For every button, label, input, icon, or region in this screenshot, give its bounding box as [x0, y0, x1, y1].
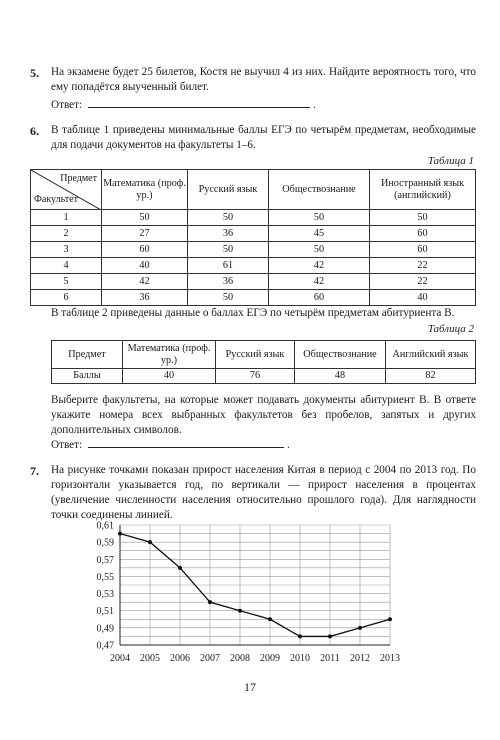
table1-header: Математика (проф. ур.) — [102, 170, 188, 210]
x-tick-label: 2009 — [260, 653, 280, 664]
table2-cell: 82 — [386, 369, 476, 384]
table1-corner — [31, 170, 102, 210]
x-tick-label: 2008 — [230, 653, 250, 664]
table2-cell: 48 — [295, 369, 386, 384]
x-tick-label: 2010 — [290, 653, 310, 664]
table-row — [52, 369, 476, 384]
x-tick-label: 2004 — [110, 653, 130, 664]
table2 — [51, 340, 476, 384]
table1-cell: 40 — [102, 258, 188, 274]
y-tick-label: 0,55 — [96, 571, 114, 583]
table-row — [31, 258, 476, 274]
table1-cell: 61 — [188, 258, 269, 274]
table2-header: Английский язык — [386, 341, 476, 369]
data-point — [178, 566, 182, 570]
task5-answer-field[interactable] — [88, 96, 310, 108]
table1-cell: 6 — [31, 290, 102, 306]
table-row — [31, 226, 476, 242]
table-row — [31, 290, 476, 306]
table2-cell: 40 — [123, 369, 216, 384]
table1-cell: 50 — [269, 210, 370, 226]
table-row — [31, 274, 476, 290]
page-number: 17 — [244, 680, 256, 694]
x-tick-label: 2007 — [200, 653, 220, 664]
table2-cell: Баллы — [52, 369, 123, 384]
table2-header: Математика (проф. ур.) — [123, 341, 216, 369]
data-point — [268, 617, 272, 621]
table1-cell: 50 — [370, 210, 476, 226]
task5-number: 5. — [30, 66, 39, 80]
table-row — [31, 210, 476, 226]
table2-header: Русский язык — [216, 341, 295, 369]
table1-cell: 50 — [188, 210, 269, 226]
table1-cell: 60 — [370, 226, 476, 242]
table1-cell: 5 — [31, 274, 102, 290]
table1-cell: 42 — [269, 274, 370, 290]
y-tick-label: 0,47 — [96, 640, 114, 652]
table1-cell: 22 — [370, 258, 476, 274]
task7-text: На рисунке точками показан прирост населения Китая в период с 2004 по 2013 год. По горизонтали указывается год, по вертикали — прирост населения в процентах (увеличение численности населения относительно прошлого года). Для наглядности точки соединены линией. — [51, 464, 476, 521]
task5-text: На экзамене будет 25 билетов, Костя не выучил 4 из них. Найдите вероятность того, что ему попадётся выученный билет. — [51, 66, 476, 93]
y-tick-label: 0,53 — [96, 589, 114, 601]
table1-cell: 36 — [188, 274, 269, 290]
table1-corner-subject: Предмет — [60, 173, 97, 184]
table1-cell: 45 — [269, 226, 370, 242]
table1-cell: 50 — [102, 210, 188, 226]
task6-answer: Ответ: . — [51, 436, 476, 453]
table1-cell: 60 — [370, 242, 476, 258]
task6-text2: В таблице 2 приведены данные о баллах ЕГЭ по четырём предметам абитуриента В. — [51, 307, 455, 319]
table1-cell: 36 — [102, 290, 188, 306]
table1-cell: 3 — [31, 242, 102, 258]
data-point — [118, 532, 122, 536]
y-tick-label: 0,49 — [96, 623, 114, 635]
table1-caption: Таблица 1 — [427, 155, 474, 167]
task6-answer-label: Ответ: — [51, 439, 83, 451]
task6-answer-field[interactable] — [88, 436, 284, 448]
table1-header: Обществознание — [269, 170, 370, 210]
table1-cell: 50 — [188, 290, 269, 306]
table1-cell: 2 — [31, 226, 102, 242]
table1-cell: 40 — [370, 290, 476, 306]
table1-cell: 60 — [102, 242, 188, 258]
x-tick-label: 2013 — [380, 653, 400, 664]
y-tick-label: 0,57 — [96, 554, 114, 566]
population-growth-chart — [80, 516, 420, 676]
table2-cell: 76 — [216, 369, 295, 384]
task5-answer-label: Ответ: — [51, 99, 83, 111]
table1-cell: 27 — [102, 226, 188, 242]
data-point — [148, 540, 152, 544]
table1-cell: 50 — [269, 242, 370, 258]
data-point — [238, 609, 242, 613]
table1-cell: 42 — [102, 274, 188, 290]
y-tick-label: 0,51 — [96, 606, 114, 618]
table1-cell: 36 — [188, 226, 269, 242]
table1-header: Русский язык — [188, 170, 269, 210]
table1-cell: 60 — [269, 290, 370, 306]
task6-text: В таблице 1 приведены минимальные баллы ЕГЭ по четырём предметам, необходимые для подачи документов на факультеты 1–6. — [51, 124, 476, 151]
data-point — [358, 626, 362, 630]
data-point — [328, 634, 332, 638]
x-tick-label: 2006 — [170, 653, 190, 664]
x-tick-label: 2011 — [320, 653, 340, 664]
task7-number: 7. — [30, 464, 39, 478]
table1 — [30, 169, 476, 306]
y-tick-label: 0,59 — [96, 537, 114, 549]
data-point — [388, 617, 392, 621]
table2-caption: Таблица 2 — [427, 323, 474, 335]
x-tick-label: 2012 — [350, 653, 370, 664]
table2-header: Обществознание — [295, 341, 386, 369]
y-tick-label: 0,61 — [96, 520, 114, 532]
task6-number: 6. — [30, 124, 39, 138]
table-row — [31, 242, 476, 258]
task5-answer: Ответ: . — [51, 96, 476, 113]
table1-cell: 4 — [31, 258, 102, 274]
table1-corner-faculty: Факультет — [34, 194, 78, 205]
table1-cell: 22 — [370, 274, 476, 290]
table1-cell: 50 — [188, 242, 269, 258]
data-point — [208, 600, 212, 604]
data-point — [298, 634, 302, 638]
task6-text3: Выберите факультеты, на которые может подавать документы абитуриент В. В ответе укажите номера всех выбранных факультетов без пробелов, запятых и других дополнительных символов. — [51, 394, 476, 436]
table1-header: Иностранный язык (английский) — [370, 170, 476, 210]
table1-cell: 42 — [269, 258, 370, 274]
x-tick-label: 2005 — [140, 653, 160, 664]
table2-header: Предмет — [52, 341, 123, 369]
table1-cell: 1 — [31, 210, 102, 226]
